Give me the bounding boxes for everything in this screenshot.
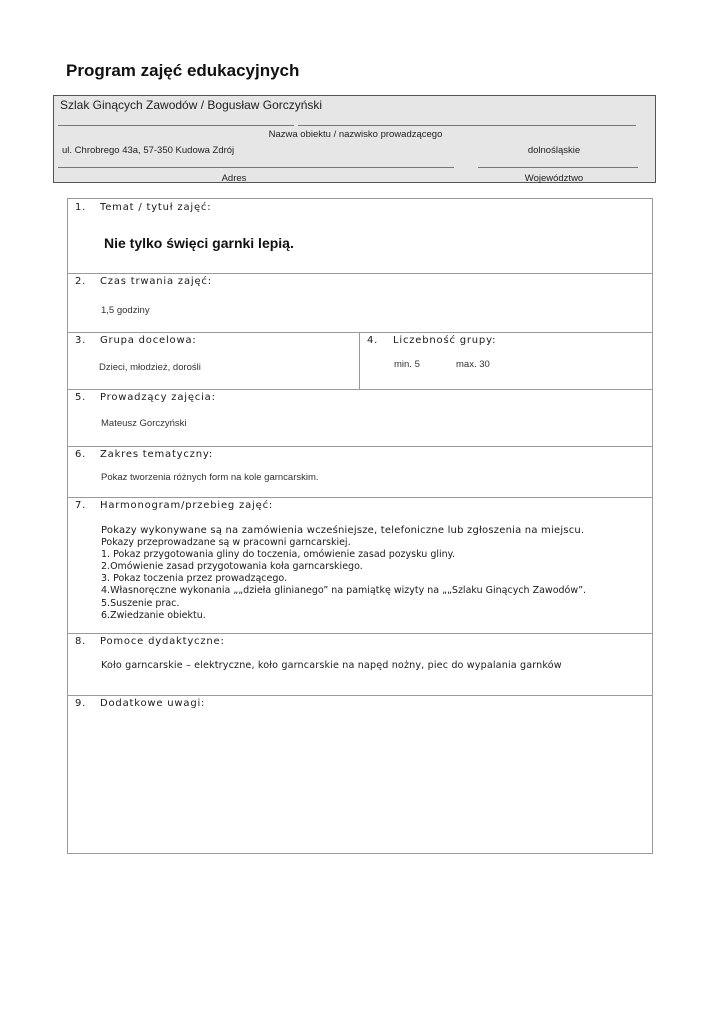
header-info-box	[53, 95, 656, 183]
schedule-line: Pokazy wykonywane są na zamówienia wcześniejsze, telefoniczne lub zgłoszenia na miejscu.	[101, 525, 585, 536]
section-divider	[68, 273, 652, 274]
address-value: ul. Chrobrego 43a, 57-350 Kudowa Zdrój	[62, 145, 235, 156]
section-divider	[68, 497, 652, 498]
notes-label: Dodatkowe uwagi:	[100, 698, 206, 709]
section-divider	[68, 695, 652, 696]
scope-label: Zakres tematyczny:	[100, 449, 214, 460]
page-title: Program zajęć edukacyjnych	[66, 61, 300, 80]
region-underline	[478, 167, 638, 168]
schedule-label: Harmonogram/przebieg zajęć:	[100, 500, 274, 511]
facility-name-underline	[298, 125, 636, 126]
group-size-max: max. 30	[456, 359, 490, 370]
schedule-list	[101, 525, 586, 622]
column-divider	[359, 332, 360, 389]
scope-value: Pokaz tworzenia różnych form na kole garncarskim.	[101, 472, 319, 483]
region-caption: Województwo	[524, 173, 584, 184]
program-form	[67, 198, 653, 854]
teaching-aids-value: Koło garncarskie – elektryczne, koło garncarskie na napęd nożny, piec do wypalania garnków	[101, 660, 562, 671]
section-number: 2.	[75, 276, 87, 287]
facility-name-underline	[58, 125, 294, 126]
schedule-line: 2.Omówienie zasad przygotowania koła garncarskiego.	[101, 561, 363, 573]
address-caption: Adres	[221, 173, 247, 184]
address-underline	[58, 167, 454, 168]
group-size-min: min. 5	[394, 359, 420, 370]
topic-value: Nie tylko święci garnki lepią.	[104, 235, 294, 251]
target-group-label: Grupa docelowa:	[100, 335, 197, 346]
schedule-line: 4.Własnoręczne wykonania „„dzieła glinianego” na pamiątkę wizyty na „„Szlaku Ginących Zawodów”.	[101, 585, 587, 597]
instructor-label: Prowadzący zajęcia:	[100, 392, 216, 403]
section-divider	[68, 633, 652, 634]
section-number: 4.	[367, 335, 379, 346]
duration-label: Czas trwania zajęć:	[100, 276, 212, 287]
section-number: 7.	[75, 500, 87, 511]
section-number: 9.	[75, 698, 87, 709]
section-divider	[68, 446, 652, 447]
section-number: 5.	[75, 392, 87, 403]
facility-name-value: Szlak Ginących Zawodów / Bogusław Gorczyński	[60, 98, 323, 112]
section-number: 8.	[75, 636, 87, 647]
schedule-line: Pokazy przeprowadzane są w pracowni garncarskiej.	[101, 537, 351, 549]
section-divider	[68, 332, 652, 333]
region-value: dolnośląskie	[527, 145, 581, 156]
target-group-value: Dzieci, młodzież, dorośli	[99, 362, 201, 373]
topic-label: Temat / tytuł zajęć:	[100, 202, 212, 213]
instructor-value: Mateusz Gorczyński	[101, 418, 187, 429]
duration-value: 1,5 godziny	[101, 305, 150, 316]
schedule-line: 5.Suszenie prac.	[101, 597, 180, 609]
schedule-line: 6.Zwiedzanie obiektu.	[101, 609, 206, 621]
section-number: 6.	[75, 449, 87, 460]
section-number: 1.	[75, 202, 87, 213]
facility-name-caption: Nazwa obiektu / nazwisko prowadzącego	[268, 129, 443, 140]
teaching-aids-label: Pomoce dydaktyczne:	[100, 636, 225, 647]
section-divider	[68, 389, 652, 390]
section-number: 3.	[75, 335, 87, 346]
schedule-line: 1. Pokaz przygotowania gliny do toczenia, omówienie zasad pozysku gliny.	[101, 549, 455, 561]
schedule-line: 3. Pokaz toczenia przez prowadzącego.	[101, 573, 288, 585]
group-size-label: Liczebność grupy:	[393, 335, 497, 346]
